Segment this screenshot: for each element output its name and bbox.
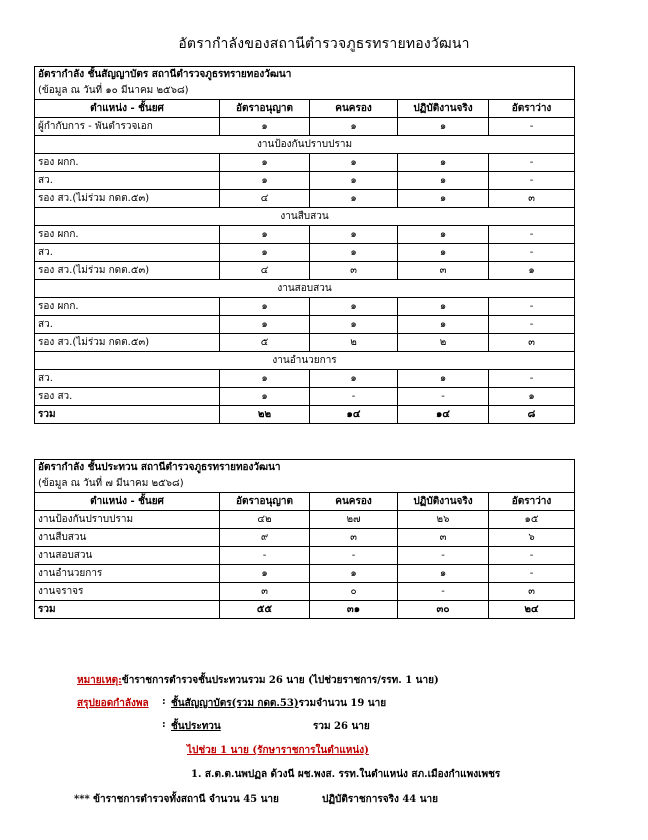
authorized-cell: ๕๕ (220, 601, 310, 619)
on-duty-cell: ๑ (398, 370, 489, 388)
table-row (35, 244, 575, 262)
table-row (35, 154, 575, 172)
authorized-cell: ๑ (220, 565, 310, 583)
table-row (35, 298, 575, 316)
on-duty-cell: ๓๐ (398, 601, 489, 619)
authorized-cell: ๓ (220, 583, 310, 601)
on-duty-cell: - (398, 547, 489, 565)
vacant-cell: ๘ (489, 406, 575, 424)
on-duty-cell: ๒๖ (398, 511, 489, 529)
position-cell: รอง ผกก. (35, 154, 220, 172)
vacant-cell: - (489, 154, 575, 172)
nco-column-headers (35, 493, 575, 511)
position-cell: รอง สว.(ไม่ร่วม กดต.๕๓) (35, 334, 220, 352)
nco-table-heading (35, 460, 575, 493)
authorized-cell: ๔ (220, 262, 310, 280)
table-row (35, 511, 575, 529)
vacant-cell: ๖ (489, 529, 575, 547)
authorized-cell: ๑ (220, 226, 310, 244)
on-duty-cell: ๓ (398, 529, 489, 547)
column-header-vacant: อัตราว่าง (489, 100, 575, 118)
table-row (35, 565, 575, 583)
vacant-cell: - (489, 244, 575, 262)
assist-heading: ไปช่วย 1 นาย (รักษาราชการในตำแหน่ง) (187, 745, 369, 756)
on-duty-cell: ๑ (398, 118, 489, 136)
vacant-cell: ๑ (489, 262, 575, 280)
table-row (35, 547, 575, 565)
filled-cell: ๐ (310, 583, 398, 601)
column-header-position: ตำแหน่ง - ชั้นยศ (35, 100, 220, 118)
table-row (35, 388, 575, 406)
group-row (35, 136, 575, 154)
position-cell: สว. (35, 244, 220, 262)
filled-cell: ๑ (310, 226, 398, 244)
filled-cell: ๑ (310, 298, 398, 316)
authorized-cell: ๕ (220, 334, 310, 352)
on-duty-cell: ๑ (398, 316, 489, 334)
officer-column-headers (35, 100, 575, 118)
position-cell: รอง สว. (35, 388, 220, 406)
column-header-vacant: อัตราว่าง (489, 493, 575, 511)
officer-summary (171, 696, 386, 711)
remark-text: ข้าราชการตำรวจชั้นประทวนรวม 26 นาย (ไปช่วยราชการ/รรท. 1 นาย) (121, 675, 439, 686)
authorized-cell: ๑ (220, 172, 310, 190)
position-cell: สว. (35, 370, 220, 388)
authorized-cell: ๒๒ (220, 406, 310, 424)
authorized-cell: ๑ (220, 298, 310, 316)
officer-summary-total: รวมจำนวน 19 นาย (298, 698, 387, 709)
column-header-authorized: อัตราอนุญาต (220, 493, 310, 511)
position-cell: งานป้องกันปราบปราม (35, 511, 220, 529)
position-cell: สว. (35, 316, 220, 334)
on-duty-cell: ๑๔ (398, 406, 489, 424)
on-duty-cell: ๑ (398, 190, 489, 208)
position-cell: งานจราจร (35, 583, 220, 601)
officer-table-title: อัตรากำลัง ชั้นสัญญาบัตร สถานีตำรวจภูธรทรายทองวัฒนา (38, 69, 292, 80)
nco-summary-total: รวม 26 นาย (313, 721, 370, 732)
table-row (35, 529, 575, 547)
on-duty-cell: ๑ (398, 565, 489, 583)
authorized-cell: ๙ (220, 529, 310, 547)
authorized-cell: ๑ (220, 118, 310, 136)
group-row (35, 352, 575, 370)
position-cell: สว. (35, 172, 220, 190)
group-label: งานสืบสวน (35, 208, 575, 226)
vacant-cell: - (489, 118, 575, 136)
vacant-cell: - (489, 226, 575, 244)
position-cell: งานสอบสวน (35, 547, 220, 565)
group-label: งานป้องกันปราบปราม (35, 136, 575, 154)
position-cell: งานสืบสวน (35, 529, 220, 547)
officer-table-date: (ข้อมูล ณ วันที่ ๑๐ มีนาคม ๒๕๖๘) (38, 85, 189, 96)
position-cell: รอง ผกก. (35, 298, 220, 316)
position-cell: รวม (35, 406, 220, 424)
authorized-cell: - (220, 547, 310, 565)
officer-table-heading (35, 67, 575, 100)
filled-cell: ๑ (310, 244, 398, 262)
authorized-cell: ๑ (220, 244, 310, 262)
table-row (35, 370, 575, 388)
actual-total: ปฏิบัติราชการจริง 44 นาย (322, 794, 439, 805)
nco-strength-table (34, 459, 575, 619)
filled-cell: ๑ (310, 118, 398, 136)
group-label: งานอำนวยการ (35, 352, 575, 370)
table-row (35, 583, 575, 601)
filled-cell: ๑ (310, 370, 398, 388)
vacant-cell: - (489, 547, 575, 565)
table-row (35, 172, 575, 190)
table-row (35, 190, 575, 208)
authorized-cell: ๑ (220, 154, 310, 172)
authorized-cell: ๔ (220, 190, 310, 208)
on-duty-cell: ๒ (398, 334, 489, 352)
table-row (35, 262, 575, 280)
column-header-on-duty: ปฏิบัติงานจริง (398, 493, 489, 511)
on-duty-cell: ๑ (398, 244, 489, 262)
position-cell: รวม (35, 601, 220, 619)
position-cell: รอง ผกก. (35, 226, 220, 244)
on-duty-cell: ๑ (398, 226, 489, 244)
group-row (35, 208, 575, 226)
authorized-cell: ๔๒ (220, 511, 310, 529)
assist-item: 1. ส.ต.ต.นพปฏล ด้วงนี ผช.พงส. รรท.ในตำแหน่ง สภ.เมืองกำแพงเพชร (191, 769, 501, 780)
filled-cell: ๑ (310, 565, 398, 583)
position-cell: รอง สว.(ไม่ร่วม กดต.๕๓) (35, 190, 220, 208)
authorized-cell: ๑ (220, 370, 310, 388)
filled-cell: ๒ (310, 334, 398, 352)
nco-summary-label: ชั้นประทวน (171, 721, 221, 732)
group-row (35, 280, 575, 298)
vacant-cell: - (489, 172, 575, 190)
filled-cell: ๑ (310, 316, 398, 334)
on-duty-cell: - (398, 583, 489, 601)
authorized-cell: ๑ (220, 316, 310, 334)
vacant-cell: ๑ (489, 388, 575, 406)
filled-cell: ๓ (310, 262, 398, 280)
filled-cell: ๒๗ (310, 511, 398, 529)
column-header-authorized: อัตราอนุญาต (220, 100, 310, 118)
on-duty-cell: - (398, 388, 489, 406)
on-duty-cell: ๑ (398, 154, 489, 172)
filled-cell: ๓ (310, 529, 398, 547)
total-row (35, 601, 575, 619)
nco-colon: : (162, 719, 166, 730)
column-header-on-duty: ปฏิบัติงานจริง (398, 100, 489, 118)
filled-cell: - (310, 388, 398, 406)
filled-cell: ๑๔ (310, 406, 398, 424)
filled-cell: - (310, 547, 398, 565)
remark-line (77, 673, 439, 688)
position-cell: รอง สว.(ไม่ร่วม กดต.๕๓) (35, 262, 220, 280)
summary-colon: : (162, 696, 166, 707)
table-row (35, 316, 575, 334)
vacant-cell: - (489, 370, 575, 388)
filled-cell: ๑ (310, 190, 398, 208)
vacant-cell: ๑๕ (489, 511, 575, 529)
table-row (35, 226, 575, 244)
column-header-filled: คนครอง (310, 493, 398, 511)
position-cell: งานอำนวยการ (35, 565, 220, 583)
table-row (35, 334, 575, 352)
vacant-cell: ๓ (489, 583, 575, 601)
nco-table-date: (ข้อมูล ณ วันที่ ๗ มีนาคม ๒๕๖๘) (38, 478, 184, 489)
table-row (35, 118, 575, 136)
remark-label: หมายเหตุ: (77, 675, 122, 686)
on-duty-cell: ๓ (398, 262, 489, 280)
grand-total: *** ข้าราชการตำรวจทั้งสถานี จำนวน 45 นาย (74, 794, 279, 805)
filled-cell: ๓๑ (310, 601, 398, 619)
officer-summary-label: ชั้นสัญญาบัตร(รวม กดต.53) (171, 698, 299, 709)
officer-strength-table (34, 66, 575, 424)
vacant-cell: - (489, 316, 575, 334)
filled-cell: ๑ (310, 172, 398, 190)
vacant-cell: ๓ (489, 190, 575, 208)
summary-label: สรุปยอดกำลังพล (77, 698, 149, 709)
vacant-cell: ๒๔ (489, 601, 575, 619)
on-duty-cell: ๑ (398, 298, 489, 316)
total-row (35, 406, 575, 424)
page-title: อัตรากำลังของสถานีตำรวจภูธรทรายทองวัฒนา (178, 36, 470, 52)
position-cell: ผู้กำกับการ - พันตำรวจเอก (35, 118, 220, 136)
authorized-cell: ๑ (220, 388, 310, 406)
column-header-filled: คนครอง (310, 100, 398, 118)
vacant-cell: - (489, 565, 575, 583)
nco-table-title: อัตรากำลัง ชั้นประทวน สถานีตำรวจภูธรทรายทองวัฒนา (38, 462, 281, 473)
vacant-cell: - (489, 298, 575, 316)
column-header-position: ตำแหน่ง - ชั้นยศ (35, 493, 220, 511)
filled-cell: ๑ (310, 154, 398, 172)
group-label: งานสอบสวน (35, 280, 575, 298)
vacant-cell: ๓ (489, 334, 575, 352)
on-duty-cell: ๑ (398, 172, 489, 190)
